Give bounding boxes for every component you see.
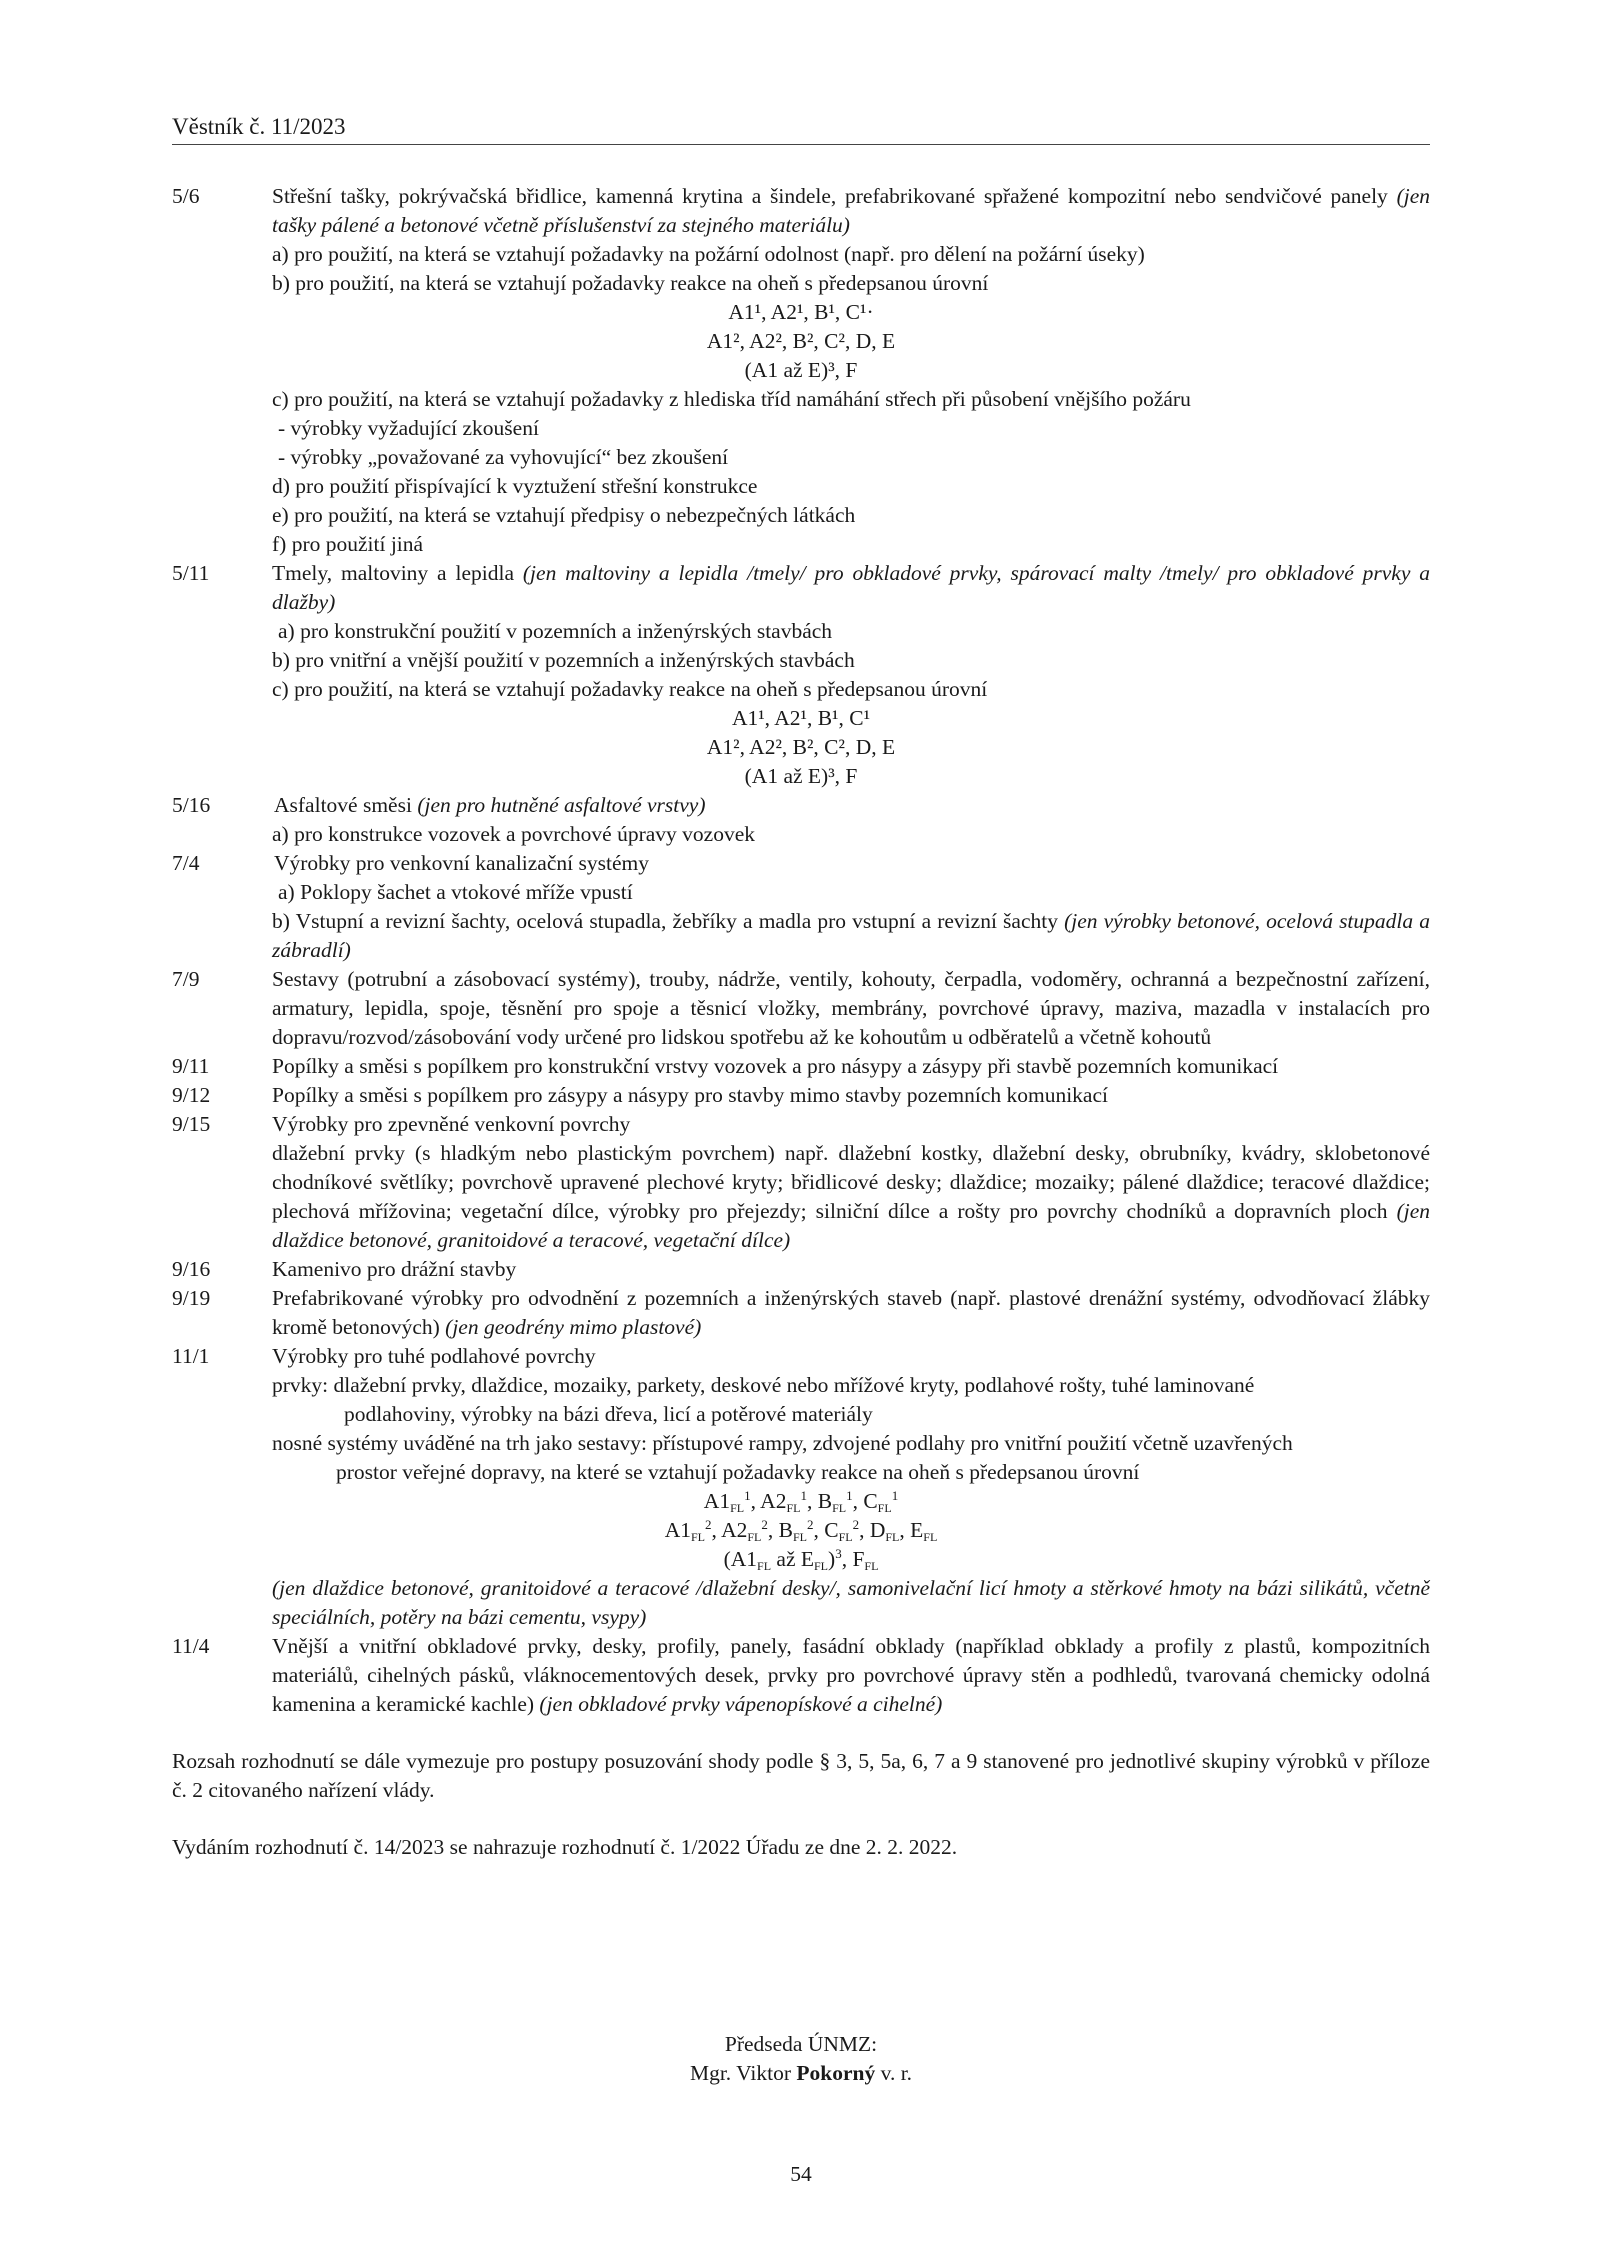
- item-title: Tmely, maltoviny a lepidla (jen maltoviny a lepidla /tmely/ pro obkladové prvky, spárovací malty /tmely/ pro obkladové prvky a dlažby): [272, 561, 1430, 614]
- list-item: [172, 1255, 1430, 1284]
- list-item: [172, 559, 1430, 791]
- class-line: $A1_{FL}^2$, $A2_{FL}^2$, $B_{FL}^2$, $C_{FL}^2$, $D_{FL}$, $E_{FL}$: [664, 1517, 938, 1544]
- item-title: Kamenivo pro drážní stavby: [272, 1257, 517, 1281]
- item-text: podlahoviny, výrobky na bázi dřeva, licí a potěrové materiály: [344, 1402, 873, 1426]
- item-dash: - výrobky vyžadující zkoušení: [278, 416, 539, 440]
- item-title: Prefabrikované výrobky pro odvodnění z pozemních a inženýrských staveb (např. plastové drenážní systémy, odvodňovací žlábky kromě betonových) (jen geodrény mimo plastové): [272, 1286, 1430, 1339]
- header-divider: [172, 144, 1430, 145]
- item-body: [272, 1081, 1430, 1110]
- item-code: 7/4: [172, 851, 200, 875]
- list-item: [172, 849, 1430, 965]
- item-title: Střešní tašky, pokrývačská břidlice, kamenná krytina a šindele, prefabrikované spřažené kompozitní nebo sendvičové panely (jen tašky pálené a betonové včetně příslušenství za stejného materiálu): [272, 184, 1430, 237]
- list-item: [172, 182, 1430, 559]
- class-line: $A1_{FL}^1$, $A2_{FL}^1$, $B_{FL}^1$, $C_{FL}^1$: [703, 1488, 899, 1515]
- item-subpoint: c) pro použití, na která se vztahují požadavky z hlediska tříd namáhání střech při působení vnějšího požáru: [272, 387, 1191, 411]
- list-item: [172, 791, 1430, 849]
- item-code: 5/11: [172, 561, 210, 585]
- item-note: (jen maltoviny a lepidla /tmely/ pro obkladové prvky, spárovací malty /tmely/ pro obkladové prvky a dlažby): [272, 561, 1430, 614]
- item-note: (jen tašky pálené a betonové včetně příslušenství za stejného materiálu): [272, 184, 1430, 237]
- item-title: Vnější a vnitřní obkladové prvky, desky, profily, panely, fasádní obklady (například obklady a profily z plastů, kompozitních materiálů, cihelných pásků, vláknocementových desek, prvky pro povrchové úpravy stěn a podhledů, tvarovaná chemicky odolná kamenina a keramické kachle) (jen obkladové prvky vápenopískové a cihelné): [272, 1634, 1430, 1716]
- item-subpoint: e) pro použití, na která se vztahují předpisy o nebezpečných látkách: [272, 503, 856, 527]
- class-line: (A1 až E)³, F: [744, 764, 858, 788]
- list-item: [172, 1632, 1430, 1719]
- item-subpoint: a) pro použití, na která se vztahují požadavky na požární odolnost (např. pro dělení na požární úseky): [272, 242, 1145, 266]
- item-subpoint: c) pro použití, na která se vztahují požadavky reakce na oheň s předepsanou úrovní: [272, 677, 988, 701]
- item-subpoint: b) Vstupní a revizní šachty, ocelová stupadla, žebříky a madla pro vstupní a revizní šachty (jen výrobky betonové, ocelová stupadla a zábradlí): [272, 909, 1430, 962]
- item-body: [272, 791, 1430, 849]
- product-list: [172, 182, 1430, 1862]
- list-item: [172, 965, 1430, 1052]
- scope-paragraph: Rozsah rozhodnutí se dále vymezuje pro postupy posuzování shody podle § 3, 5, 5a, 6, 7 a 9 stanovené pro jednotlivé skupiny výrobků v příloze č. 2 citovaného nařízení vlády.: [172, 1749, 1430, 1802]
- item-body: [272, 1342, 1430, 1632]
- item-note: (jen pro hutněné asfaltové vrstvy): [417, 793, 706, 817]
- list-item: [172, 1110, 1430, 1255]
- item-subpoint: a) pro konstrukční použití v pozemních a inženýrských stavbách: [278, 619, 833, 643]
- item-title: Výrobky pro venkovní kanalizační systémy: [274, 851, 649, 875]
- item-text: dlažební prvky (s hladkým nebo plastickým povrchem) např. dlažební kostky, dlažební desky, obrubníky, kvádry, sklobetonové chodníkové světlíky; povrchově upravené plechové kryty; břidlicové desky; dlaždice; mozaiky; pálené dlaždice; teracové dlaždice; plechová mřížovina; vegetační dílce, výrobky pro přejezdy; silniční dílce a rošty pro povrchy chodníků a dopravních ploch (jen dlaždice betonové, granitoidové a teracové, vegetační dílce): [272, 1141, 1430, 1252]
- list-item: [172, 1052, 1430, 1081]
- item-title: Asfaltové směsi (jen pro hutněné asfaltové vrstvy): [274, 793, 706, 817]
- item-text: nosné systémy uváděné na trh jako sestavy: přístupové rampy, zdvojené podlahy pro vnitřní použití včetně uzavřených: [272, 1431, 1293, 1455]
- item-subpoint: f) pro použití jiná: [272, 532, 424, 556]
- item-body: [272, 1110, 1430, 1255]
- signature-block: [172, 2030, 1430, 2088]
- item-subpoint: b) pro použití, na která se vztahují požadavky reakce na oheň s předepsanou úrovní: [272, 271, 989, 295]
- item-note: (jen obkladové prvky vápenopískové a cihelné): [539, 1692, 943, 1716]
- list-item: [172, 1081, 1430, 1110]
- page-number: 54: [790, 2162, 812, 2186]
- item-body: [272, 1052, 1430, 1081]
- class-line: A1², A2², B², C², D, E: [706, 329, 896, 353]
- item-note: (jen dlaždice betonové, granitoidové a teracové, vegetační dílce): [272, 1199, 1430, 1252]
- class-line: A1¹, A2¹, B¹, C¹·: [728, 300, 874, 324]
- item-dash: - výrobky „považované za vyhovující“ bez zkoušení: [278, 445, 729, 469]
- item-code: 9/16: [172, 1257, 211, 1281]
- item-title: Popílky a směsi s popílkem pro zásypy a násypy pro stavby mimo stavby pozemních komunikací: [272, 1083, 1108, 1107]
- item-body: [272, 1255, 1430, 1284]
- class-line: A1², A2², B², C², D, E: [706, 735, 896, 759]
- item-code: 5/16: [172, 793, 211, 817]
- item-subpoint: d) pro použití přispívající k vyztužení střešní konstrukce: [272, 474, 758, 498]
- item-body: [272, 182, 1430, 559]
- item-subpoint: a) pro konstrukce vozovek a povrchové úpravy vozovek: [272, 822, 755, 846]
- class-line: ($A1_{FL}$ až $E_{FL})^3$, $F_{FL}$: [723, 1546, 879, 1573]
- item-code: 11/4: [172, 1634, 210, 1658]
- item-body: [272, 1632, 1430, 1719]
- item-body: [272, 849, 1430, 965]
- item-note: (jen dlaždice betonové, granitoidové a teracové /dlažební desky/, samonivelační licí hmoty a stěrkové hmoty na bázi silikátů, včetně speciálních, potěry na bázi cementu, vsypy): [272, 1576, 1430, 1629]
- item-code: 9/15: [172, 1112, 211, 1136]
- item-code: 9/11: [172, 1054, 210, 1078]
- item-title: Výrobky pro tuhé podlahové povrchy: [272, 1344, 596, 1368]
- item-body: [272, 1284, 1430, 1342]
- class-line: (A1 až E)³, F: [744, 358, 858, 382]
- replacement-paragraph: Vydáním rozhodnutí č. 14/2023 se nahrazuje rozhodnutí č. 1/2022 Úřadu ze dne 2. 2. 2022.: [172, 1835, 958, 1859]
- item-title: Popílky a směsi s popílkem pro konstrukční vrstvy vozovek a pro násypy a zásypy při stavbě pozemních komunikací: [272, 1054, 1279, 1078]
- item-text: prostor veřejné dopravy, na které se vztahují požadavky reakce na oheň s předepsanou úrovní: [336, 1460, 1140, 1484]
- item-code: 9/12: [172, 1083, 211, 1107]
- item-body: [272, 965, 1430, 1052]
- item-subpoint: a) Poklopy šachet a vtokové mříže vpustí: [278, 880, 633, 904]
- item-title: Sestavy (potrubní a zásobovací systémy), trouby, nádrže, ventily, kohouty, čerpadla, vodoměry, ochranná a bezpečnostní zařízení, armatury, lepidla, spoje, těsnění pro spoje a těsnicí vložky, membrány, povrchové úpravy, maziva, mazadla v instalacích pro dopravu/rozvod/zásobování vody určené pro lidskou spotřebu až ke kohoutům u odběratelů a včetně kohoutů: [272, 967, 1430, 1049]
- list-item: [172, 1284, 1430, 1342]
- item-note: (jen geodrény mimo plastové): [445, 1315, 702, 1339]
- item-title: Výrobky pro zpevněné venkovní povrchy: [272, 1112, 631, 1136]
- item-subpoint: b) pro vnitřní a vnější použití v pozemních a inženýrských stavbách: [272, 648, 855, 672]
- item-code: 7/9: [172, 967, 200, 991]
- item-code: 5/6: [172, 184, 200, 208]
- class-line: A1¹, A2¹, B¹, C¹: [731, 706, 871, 730]
- item-text: prvky: dlažební prvky, dlaždice, mozaiky, parkety, deskové nebo mřížové kryty, podlahové rošty, tuhé laminované: [272, 1373, 1255, 1397]
- item-body: [272, 559, 1430, 791]
- journal-header: Věstník č. 11/2023: [172, 114, 346, 139]
- item-code: 9/19: [172, 1286, 211, 1310]
- item-code: 11/1: [172, 1344, 210, 1368]
- signatory-name: Mgr. Viktor Pokorný v. r.: [689, 2061, 913, 2085]
- list-item: [172, 1342, 1430, 1632]
- signatory-role: Předseda ÚNMZ:: [724, 2032, 878, 2056]
- item-note: (jen výrobky betonové, ocelová stupadla a zábradlí): [272, 909, 1430, 962]
